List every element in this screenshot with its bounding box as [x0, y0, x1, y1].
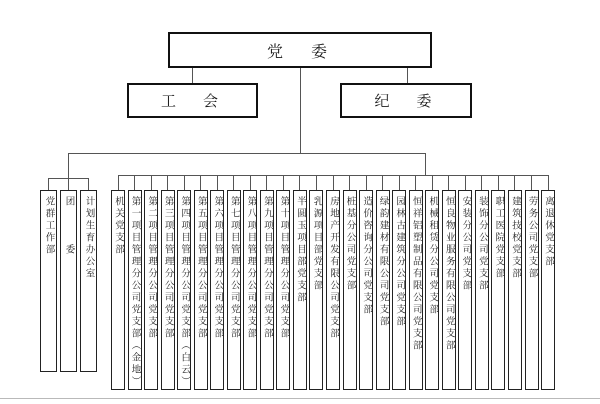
connector-line	[68, 153, 426, 154]
connector-line	[134, 175, 135, 190]
org-box-branch: 机械租赁分公司党支部	[425, 190, 439, 390]
org-box-branch: 第二项目管理分公司党支部	[144, 190, 158, 390]
org-box-admin: 党群工作部	[40, 190, 57, 372]
connector-line	[432, 175, 433, 190]
org-box-branch: 职工医院党支部	[491, 190, 505, 390]
page-border	[0, 398, 600, 399]
org-box-admin: 计划生育办公室	[80, 190, 97, 372]
connector-line	[192, 68, 193, 83]
connector-line	[316, 175, 317, 190]
connector-line	[217, 175, 218, 190]
box-discipline-committee-label: 纪 委	[374, 94, 438, 110]
connector-line	[200, 175, 201, 190]
box-party-committee	[168, 32, 432, 68]
connector-line	[151, 175, 152, 190]
connector-line	[366, 175, 367, 190]
connector-line	[425, 153, 426, 175]
org-box-branch: 安装分公司党支部	[458, 190, 472, 390]
org-box-branch: 造价咨询分公司党支部	[359, 190, 373, 390]
connector-line	[167, 175, 168, 190]
box-party-committee-label: 党 委	[266, 43, 333, 61]
connector-line	[68, 153, 69, 178]
connector-line	[333, 175, 334, 190]
connector-line	[250, 175, 251, 190]
org-box-branch: 第十项目管理分公司党支部	[276, 190, 290, 390]
org-box-branch: 离退休党支部	[541, 190, 555, 390]
connector-line	[299, 175, 300, 190]
connector-line	[481, 175, 482, 190]
box-discipline-committee	[340, 83, 472, 118]
org-box-branch: 第一项目管理分公司党支部（金地）	[128, 190, 142, 390]
box-labor-union	[127, 83, 258, 118]
org-box-branch: 第九项目管理分公司党支部	[260, 190, 274, 390]
connector-line	[184, 175, 185, 190]
connector-line	[88, 178, 89, 190]
connector-line	[498, 175, 499, 190]
connector-line	[407, 68, 408, 83]
connector-line	[118, 175, 119, 190]
org-box-branch: 乳源项目部党支部	[309, 190, 323, 390]
org-box-branch: 房地产开发有限公司党支部	[326, 190, 340, 390]
connector-line	[266, 175, 267, 190]
connector-line	[448, 175, 449, 190]
connector-line	[68, 178, 69, 190]
org-box-branch: 园林古建筑分公司党支部	[392, 190, 406, 390]
org-box-branch: 第六项目管理分公司党支部	[210, 190, 224, 390]
org-box-branch: 劳务公司党支部	[525, 190, 539, 390]
org-box-branch: 装饰分公司党支部	[475, 190, 489, 390]
org-box-branch: 恒良物业服务有限公司党支部	[442, 190, 456, 390]
org-box-branch: 半圆玉项目部党支部	[293, 190, 307, 390]
connector-line	[465, 175, 466, 190]
org-box-branch: 绿韵建材有限公司党支部	[376, 190, 390, 390]
connector-line	[415, 175, 416, 190]
connector-line	[382, 175, 383, 190]
org-box-branch: 第四项目管理分公司党支部（白云）	[177, 190, 191, 390]
connector-line	[48, 178, 49, 190]
connector-line	[233, 175, 234, 190]
org-box-branch: 第五项目管理分公司党支部	[194, 190, 208, 390]
connector-line	[399, 175, 400, 190]
connector-line	[531, 175, 532, 190]
connector-line	[349, 175, 350, 190]
org-box-branch: 第八项目管理分公司党支部	[243, 190, 257, 390]
org-box-branch: 机关党支部	[111, 190, 125, 390]
connector-line	[300, 68, 301, 153]
org-box-branch: 桩基分公司党支部	[343, 190, 357, 390]
org-box-branch: 第三项目管理分公司党支部	[161, 190, 175, 390]
org-box-branch: 恒祥铝塑制品有限公司党支部	[409, 190, 423, 390]
connector-line	[548, 175, 549, 190]
connector-line	[514, 175, 515, 190]
org-box-admin: 团 委	[60, 190, 77, 372]
box-labor-union-label: 工 会	[160, 94, 224, 110]
connector-line	[283, 175, 284, 190]
org-box-branch: 建筑技校党支部	[508, 190, 522, 390]
org-box-branch: 第七项目管理分公司党支部	[227, 190, 241, 390]
